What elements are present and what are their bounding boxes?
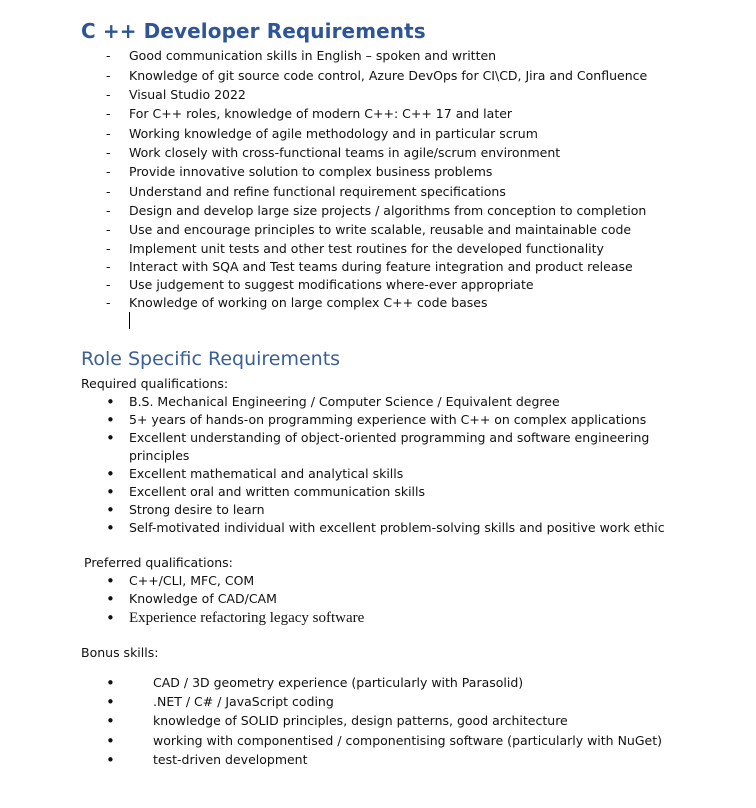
page-title: C ++ Developer Requirements xyxy=(81,19,426,43)
bullet-icon xyxy=(106,465,114,484)
required-label: Required qualifications: xyxy=(81,376,229,391)
list-item: working with componentised / componentising software (particularly with NuGet) xyxy=(153,733,663,748)
bullet-icon xyxy=(106,411,114,430)
dash-marker: - xyxy=(106,126,111,141)
bullet-icon xyxy=(106,501,114,520)
list-item: Excellent understanding of object-oriented programming and software engineering xyxy=(129,430,650,445)
list-item: CAD / 3D geometry experience (particularly with Parasolid) xyxy=(153,675,524,690)
list-item: Excellent mathematical and analytical skills xyxy=(129,466,404,481)
bonus-label: Bonus skills: xyxy=(81,645,159,660)
dash-marker: - xyxy=(106,68,111,83)
bullet-icon xyxy=(106,693,114,712)
list-item: Knowledge of CAD/CAM xyxy=(129,591,277,606)
list-item: Interact with SQA and Test teams during feature integration and product release xyxy=(129,259,633,274)
list-item: Visual Studio 2022 xyxy=(129,87,246,102)
bullet-icon xyxy=(106,732,114,751)
dash-marker: - xyxy=(106,203,111,218)
bullet-icon xyxy=(106,519,114,538)
list-item: Self-motivated individual with excellent problem-solving skills and positive work ethic xyxy=(129,520,665,535)
list-item: Excellent oral and written communication skills xyxy=(129,484,426,499)
list-item: C++/CLI, MFC, COM xyxy=(129,573,255,588)
bullet-icon xyxy=(106,751,114,770)
dash-marker: - xyxy=(106,222,111,237)
dash-marker: - xyxy=(106,259,111,274)
dash-marker: - xyxy=(106,145,111,160)
list-item: Implement unit tests and other test routines for the developed functionality xyxy=(129,241,604,256)
list-item: Use judgement to suggest modifications where-ever appropriate xyxy=(129,277,534,292)
list-item: Knowledge of git source code control, Azure DevOps for CI\CD, Jira and Confluence xyxy=(129,68,648,83)
bullet-icon xyxy=(106,483,114,502)
list-item: Experience refactoring legacy software xyxy=(129,610,365,626)
dash-marker: - xyxy=(106,184,111,199)
bullet-icon xyxy=(106,609,114,628)
list-item: Design and develop large size projects / algorithms from conception to completion xyxy=(129,203,647,218)
list-item: 5+ years of hands-on programming experience with C++ on complex applications xyxy=(129,412,647,427)
dash-marker: - xyxy=(106,106,111,121)
list-item: Good communication skills in English – spoken and written xyxy=(129,48,497,63)
dash-marker: - xyxy=(106,164,111,179)
text-cursor[interactable] xyxy=(129,312,130,329)
bullet-icon xyxy=(106,393,114,412)
list-item: B.S. Mechanical Engineering / Computer Science / Equivalent degree xyxy=(129,394,560,409)
bullet-icon xyxy=(106,712,114,731)
dash-marker: - xyxy=(106,295,111,310)
dash-marker: - xyxy=(106,87,111,102)
list-item: Use and encourage principles to write scalable, reusable and maintainable code xyxy=(129,222,632,237)
list-item: Work closely with cross-functional teams in agile/scrum environment xyxy=(129,145,561,160)
preferred-label: Preferred qualifications: xyxy=(84,555,233,570)
list-item: Knowledge of working on large complex C++ code bases xyxy=(129,295,488,310)
list-item: .NET / C# / JavaScript coding xyxy=(153,694,334,709)
list-item: For C++ roles, knowledge of modern C++: C++ 17 and later xyxy=(129,106,513,121)
section-title: Role Specific Requirements xyxy=(81,348,341,370)
dash-marker: - xyxy=(106,241,111,256)
list-item: Understand and refine functional requirement specifications xyxy=(129,184,506,199)
bullet-icon xyxy=(106,674,114,693)
bullet-icon xyxy=(106,590,114,609)
dash-marker: - xyxy=(106,277,111,292)
dash-marker: - xyxy=(106,48,111,63)
list-item: Working knowledge of agile methodology and in particular scrum xyxy=(129,126,538,141)
list-item: Provide innovative solution to complex business problems xyxy=(129,164,493,179)
list-item-continuation: principles xyxy=(129,448,190,463)
bullet-icon xyxy=(106,572,114,591)
list-item: knowledge of SOLID principles, design patterns, good architecture xyxy=(153,713,568,728)
list-item: Strong desire to learn xyxy=(129,502,265,517)
list-item: test-driven development xyxy=(153,752,308,767)
bullet-icon xyxy=(106,429,114,448)
